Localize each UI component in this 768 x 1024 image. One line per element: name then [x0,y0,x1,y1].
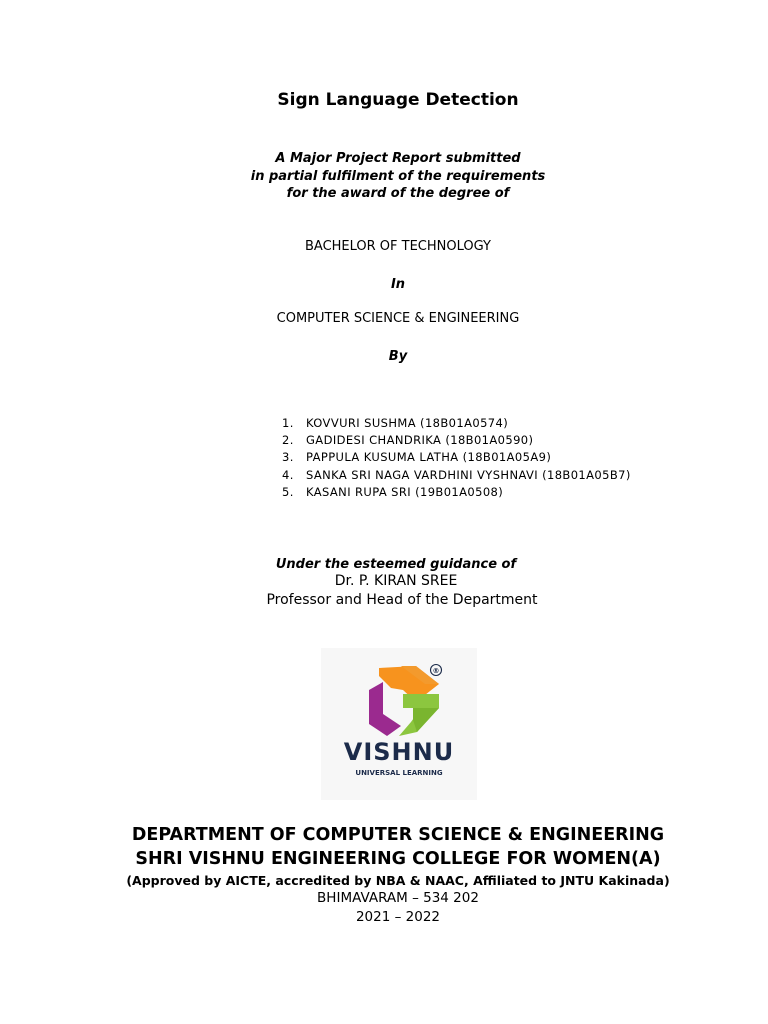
logo-wordmark: VISHNU [343,738,455,766]
logo-purple-shape [369,682,401,736]
college-location: BHIMAVARAM – 534 202 [317,890,479,906]
degree-name: BACHELOR OF TECHNOLOGY [304,239,491,254]
student-name: KASANI RUPA SRI (19B01A0508) [306,484,504,499]
approval-note: (Approved by AICTE, accredited by NBA & NAAC, Affiliated to JNTU Kakinada) [126,873,670,888]
submission-line: in partial fulfilment of the requirements [250,168,546,184]
registered-mark-icon: ® [432,667,440,675]
list-number: 5. [282,484,294,499]
list-number: 2. [282,433,294,448]
department-name: DEPARTMENT OF COMPUTER SCIENCE & ENGINEERING [131,825,665,845]
list-number: 1. [282,416,294,430]
guide-name: Dr. P. KIRAN SREE [334,573,458,589]
list-number: 3. [282,450,294,465]
list-item [282,467,631,484]
guidance-intro: Under the esteemed guidance of [275,557,517,572]
list-item [282,449,631,466]
branch-name: COMPUTER SCIENCE & ENGINEERING [276,311,520,326]
list-item [282,484,631,501]
list-number: 4. [282,467,294,482]
in-label: In [390,277,406,292]
submission-line: for the award of the degree of [286,186,510,201]
student-name: PAPPULA KUSUMA LATHA (18B01A05A9) [306,450,552,465]
submission-line: A Major Project Report submitted [275,151,521,166]
vishnu-logo-graphic [321,648,477,800]
vishnu-logo [321,648,477,800]
student-name: SANKA SRI NAGA VARDHINI VYSHNAVI (18B01A05B7) [306,467,631,482]
student-list [282,415,631,501]
by-label: By [388,349,408,364]
submission-statement [14,150,768,203]
logo-tagline: UNIVERSAL LEARNING [355,769,443,777]
list-item [282,415,631,432]
list-item [282,432,631,449]
academic-year: 2021 – 2022 [355,909,441,925]
project-title: Sign Language Detection [277,90,519,110]
guide-designation: Professor and Head of the Department [266,592,538,608]
college-name: SHRI VISHNU ENGINEERING COLLEGE FOR WOMEN(A) [135,849,661,869]
student-name: KOVVURI SUSHMA (18B01A0574) [306,416,509,430]
student-name: GADIDESI CHANDRIKA (18B01A0590) [306,433,534,448]
